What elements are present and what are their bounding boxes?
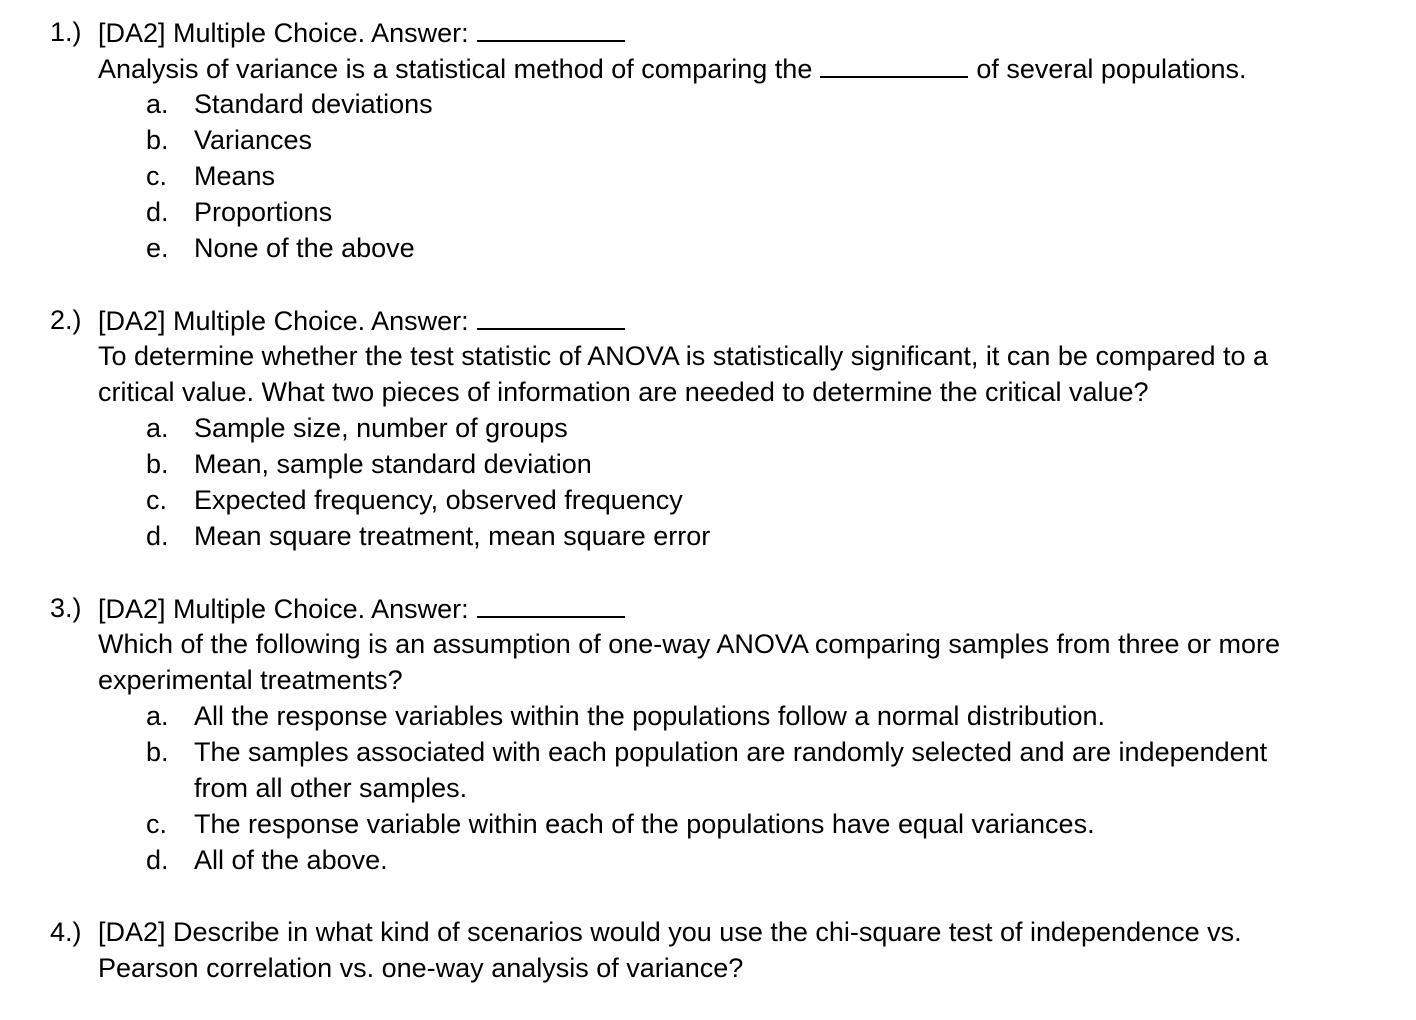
question-stem: Which of the following is an assumption of one-way ANOVA comparing samples from three or more [98,629,1281,659]
answer-blank[interactable] [477,14,625,42]
question-stem: critical value. What two pieces of information are needed to determine the critical value? [98,377,1149,407]
option-item [0,158,1416,194]
spacer [0,554,1416,590]
question-2-header [0,302,1416,338]
option-text: All of the above. [194,845,388,875]
question-number: 1.) [50,17,82,47]
question-stem: experimental treatments? [98,665,403,695]
answer-blank[interactable] [477,590,625,618]
question-text: [DA2] Describe in what kind of scenarios would you use the chi-square test of independence vs. [98,917,1242,947]
question-header-text: [DA2] Multiple Choice. Answer: [98,590,625,627]
option-item [0,842,1416,878]
question-2-stem-line-2 [0,374,1416,410]
option-letter: c. [146,161,168,191]
option-item [0,410,1416,446]
spacer [0,266,1416,302]
option-text: Sample size, number of groups [194,413,568,443]
option-text: The response variable within each of the populations have equal variances. [194,809,1095,839]
option-item [0,446,1416,482]
option-text: Expected frequency, observed frequency [194,485,683,515]
option-item [0,194,1416,230]
question-2-stem-line-1 [0,338,1416,374]
option-letter: a. [146,701,169,731]
option-text: Mean, sample standard deviation [194,449,592,479]
option-text: Variances [194,125,313,155]
option-text: Mean square treatment, mean square error [194,521,711,551]
option-letter: d. [146,521,169,551]
option-text: Means [194,161,276,191]
question-4-line-2 [0,950,1416,986]
question-number: 2.) [50,305,82,335]
question-4-line-1 [0,914,1416,950]
question-number: 4.) [50,917,82,947]
question-3-stem-line-2 [0,662,1416,698]
question-3-stem-line-1 [0,626,1416,662]
option-letter: d. [146,845,169,875]
option-letter: d. [146,197,169,227]
question-text: Pearson correlation vs. one-way analysis of variance? [98,953,744,983]
option-item [0,518,1416,554]
option-item [0,86,1416,122]
option-item [0,482,1416,518]
option-text: All the response variables within the populations follow a normal distribution. [194,701,1105,731]
option-text: Standard deviations [194,89,433,119]
question-stem: To determine whether the test statistic of ANOVA is statistically significant, it can be compared to a [98,341,1269,371]
question-stem: Analysis of variance is a statistical method of comparing the of several populations. [98,50,1247,87]
option-text: Proportions [194,197,333,227]
option-letter: e. [146,233,169,263]
option-letter: c. [146,809,168,839]
option-item [0,734,1416,770]
option-text: The samples associated with each population are randomly selected and are independent [194,737,1268,767]
option-item [0,230,1416,266]
option-text: None of the above [194,233,415,263]
option-letter: c. [146,485,168,515]
question-header-text: [DA2] Multiple Choice. Answer: [98,14,625,51]
spacer [0,878,1416,914]
worksheet [0,14,1416,986]
question-1-stem [0,50,1416,86]
answer-blank[interactable] [477,302,625,330]
option-letter: b. [146,449,169,479]
option-item [0,806,1416,842]
question-number: 3.) [50,593,82,623]
option-item [0,698,1416,734]
option-item [0,122,1416,158]
option-item-continuation [0,770,1416,806]
question-header-text: [DA2] Multiple Choice. Answer: [98,302,625,339]
question-3-header [0,590,1416,626]
question-1-header [0,14,1416,50]
option-letter: b. [146,737,169,767]
option-letter: a. [146,89,169,119]
option-text: from all other samples. [194,773,468,803]
option-letter: b. [146,125,169,155]
fill-in-blank[interactable] [820,50,968,78]
option-letter: a. [146,413,169,443]
